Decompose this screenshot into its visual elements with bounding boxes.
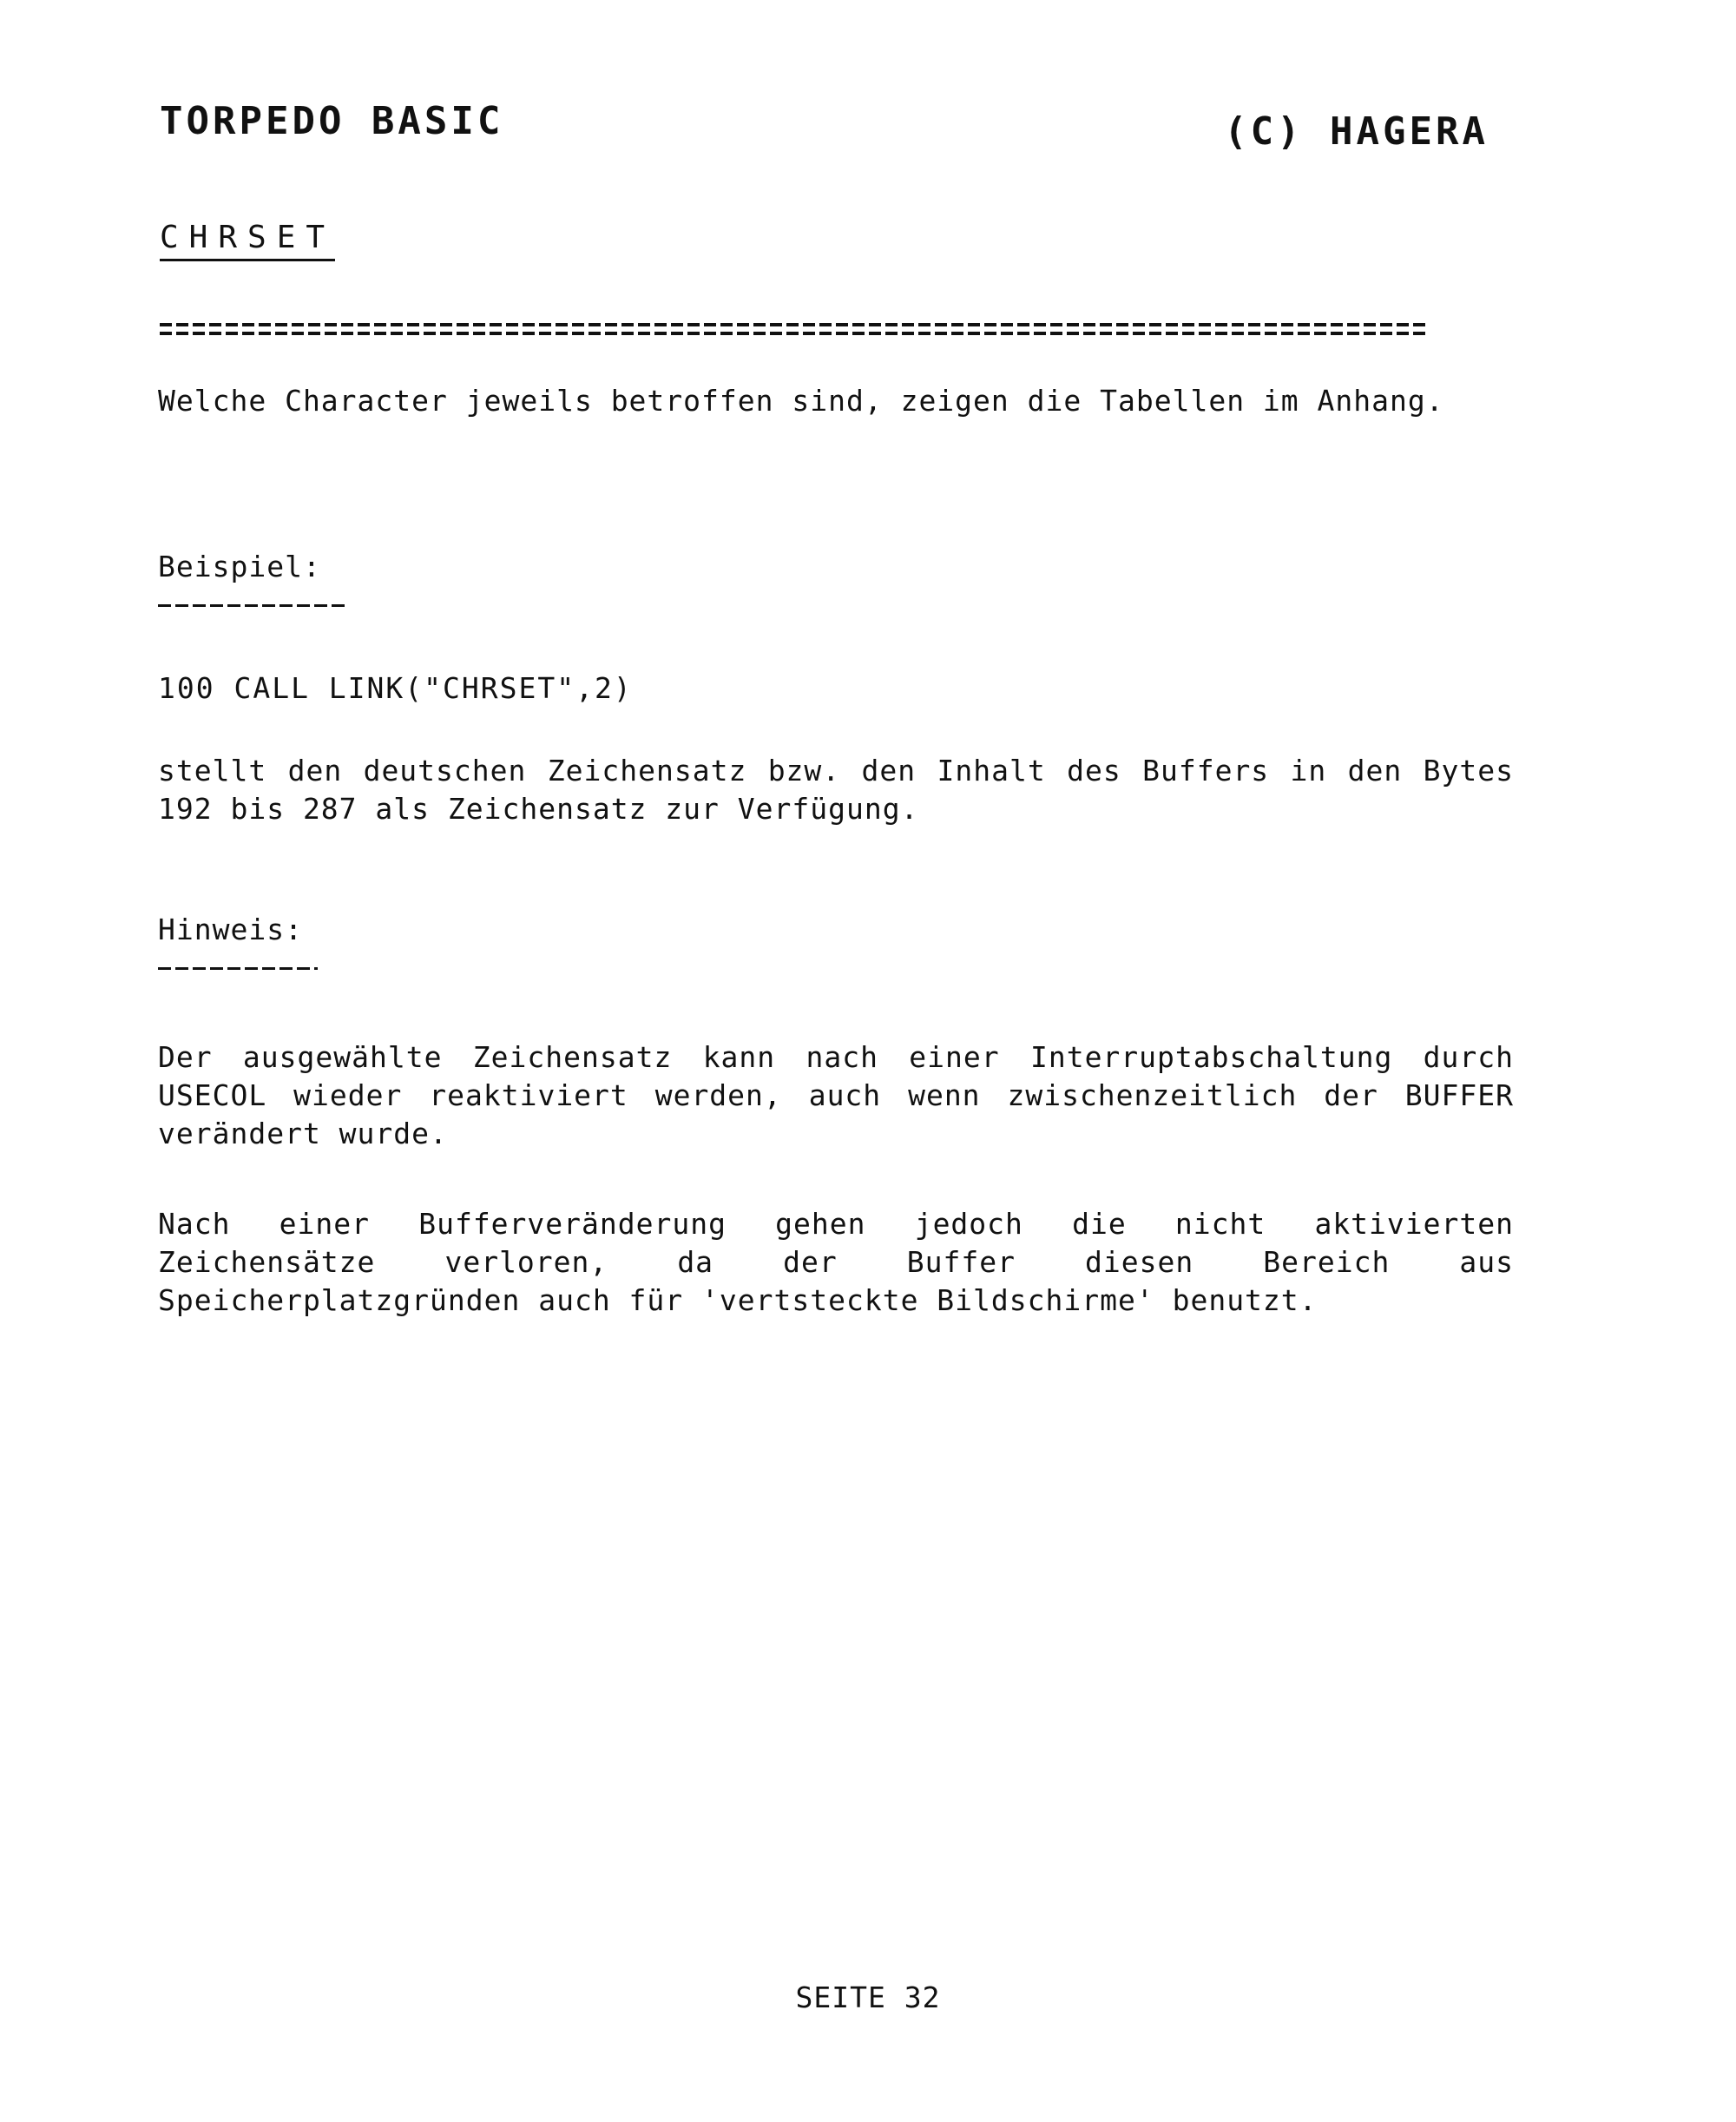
example-code: 100 CALL LINK("CHRSET",2) — [158, 671, 633, 705]
example-label: Beispiel: — [158, 550, 321, 583]
intro-paragraph: Welche Character jeweils betroffen sind, zeigen die Tabellen im Anhang. — [158, 384, 1444, 418]
example-label-underline — [158, 604, 345, 607]
example-description: stellt den deutschen Zeichensatz bzw. den Inhalt des Buffers in den Bytes 192 bis 287 als Zeichensatz zur Verfügung. — [158, 754, 1514, 826]
header-title: TORPEDO BASIC — [160, 99, 504, 143]
double-rule-divider — [160, 323, 1429, 335]
page-number: SEITE 32 — [795, 1980, 941, 2014]
header-copyright: (C) HAGERA — [1224, 109, 1489, 154]
note-paragraph-2: Nach einer Bufferveränderung gehen jedoch die nicht aktivierten Zeichensätze verloren, da der Buffer diesen Bereich aus Speicherplatzgründen auch für 'vertsteckte Bildschirme' benutzt. — [158, 1207, 1514, 1317]
note-paragraph-1: Der ausgewählte Zeichensatz kann nach einer Interruptabschaltung durch USECOL wieder reaktiviert werden, auch wenn zwischenzeitlich der BUFFER verändert wurde. — [158, 1040, 1514, 1150]
note-label: Hinweis: — [158, 913, 303, 946]
note-label-underline — [158, 967, 318, 970]
section-title: CHRSET — [160, 222, 335, 261]
